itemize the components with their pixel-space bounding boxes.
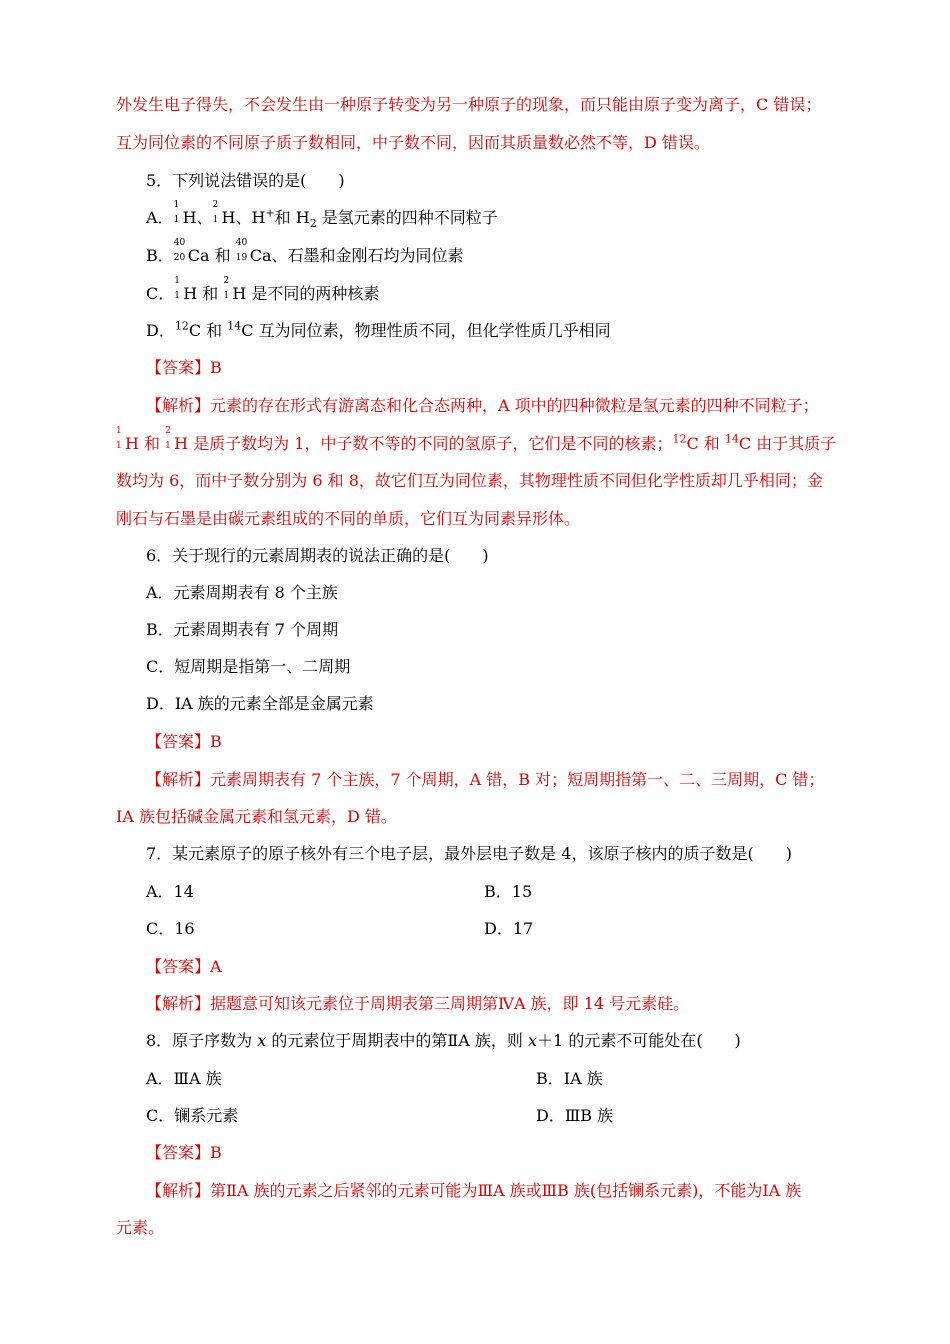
question-8-option-b: B．ⅠA 族 — [536, 1069, 603, 1088]
nuclide-h2: 2 1 H — [165, 426, 189, 453]
question-7-option-a: A．14 — [146, 882, 194, 901]
question-8-option-c: C．镧系元素 — [146, 1106, 239, 1125]
explanation-5-line-2: 1 1 H 和 2 1 H 是质子数均为 1，中子数不等的不同的氢原子，它们是不同的核素；$^{12}$C 和 $^{14}$C 由于其质子 — [116, 426, 837, 453]
nuclide-h1: 1 1 H — [174, 276, 198, 303]
question-7-option-c: C．16 — [146, 919, 195, 938]
question-5-option-a: A． 1 1 H、 2 1 H、H+和 $H_2$ 是氢元素的四种不同粒子 — [146, 200, 498, 231]
question-5: 5．下列说法错误的是( ) — [146, 171, 345, 190]
answer-6: 【答案】B — [146, 732, 222, 751]
paragraph-line: 外发生电子得失，不会发生由一种原子转变为另一种原子的现象，而只能由原子变为离子，C 错误； — [116, 95, 822, 114]
paragraph-line: 互为同位素的不同原子质子数相同，中子数不同，因而其质量数必然不等，D 错误。 — [116, 133, 710, 152]
answer-7: 【答案】A — [146, 957, 222, 976]
answer-8: 【答案】B — [146, 1143, 222, 1162]
nuclide-ca40-19: 40 19 Ca — [235, 238, 272, 265]
explanation-6-line-2: ⅠA 族包括碱金属元素和氢元素，D 错。 — [116, 807, 397, 826]
question-5-option-d: D．$^{12}$C 和 $^{14}$C 互为同位素，物理性质不同，但化学性质几乎相同 — [146, 319, 611, 340]
explanation-8-line-1: 【解析】第ⅡA 族的元素之后紧邻的元素可能为ⅢA 族或ⅢB 族(包括镧系元素)，不能为ⅠA 族 — [146, 1181, 802, 1200]
question-6: 6．关于现行的元素周期表的说法正确的是( ) — [146, 546, 489, 565]
nuclide-h2: 2 1 H — [223, 276, 247, 303]
nuclide-h1: 1 1 H — [116, 426, 139, 453]
nuclide-h1: 1 1 H — [173, 200, 197, 227]
explanation-7: 【解析】据题意可知该元素位于周期表第三周期第ⅣA 族，即 14 号元素硅。 — [146, 994, 690, 1013]
question-7: 7．某元素原子的原子核外有三个电子层，最外层电子数是 4，该原子核内的质子数是( ) — [146, 844, 792, 863]
question-7-option-b: B．15 — [484, 882, 533, 901]
question-7-option-d: D．17 — [484, 919, 534, 938]
question-5-option-b: B． 40 20 Ca 和 40 19 Ca、石墨和金刚石均为同位素 — [146, 238, 464, 265]
nuclide-ca40: 40 20 Ca — [173, 238, 210, 265]
question-8-option-a: A．ⅢA 族 — [146, 1069, 222, 1088]
question-5-option-c: C． 1 1 H 和 2 1 H 是不同的两种核素 — [146, 276, 380, 303]
question-6-option-a: A．元素周期表有 8 个主族 — [146, 583, 338, 602]
question-8-option-d: D．ⅢB 族 — [536, 1106, 614, 1125]
explanation-6-line-1: 【解析】元素周期表有 7 个主族，7 个周期，A 错，B 对；短周期指第一、二、三周期，C 错； — [146, 770, 825, 789]
question-8: 8．原子序数为 x 的元素位于周期表中的第ⅡA 族，则 x＋1 的元素不可能处在( ) — [146, 1031, 741, 1050]
explanation-8-line-2: 元素。 — [116, 1218, 165, 1237]
question-6-option-b: B．元素周期表有 7 个周期 — [146, 620, 339, 639]
explanation-5-line-4: 刚石与石墨是由碳元素组成的不同的单质，它们互为同素异形体。 — [116, 509, 581, 528]
question-6-option-d: D．ⅠA 族的元素全部是金属元素 — [146, 694, 374, 713]
nuclide-h2: 2 1 H — [212, 200, 236, 227]
explanation-5-line-1: 【解析】元素的存在形式有游离态和化合态两种，A 项中的四种微粒是氢元素的四种不同粒子； — [146, 396, 819, 415]
question-6-option-c: C．短周期是指第一、二周期 — [146, 657, 351, 676]
answer-5: 【答案】B — [146, 358, 222, 377]
explanation-5-line-3: 数均为 6，而中子数分别为 6 和 8，故它们互为同位素，其物理性质不同但化学性质却几乎相同；金 — [116, 471, 823, 490]
